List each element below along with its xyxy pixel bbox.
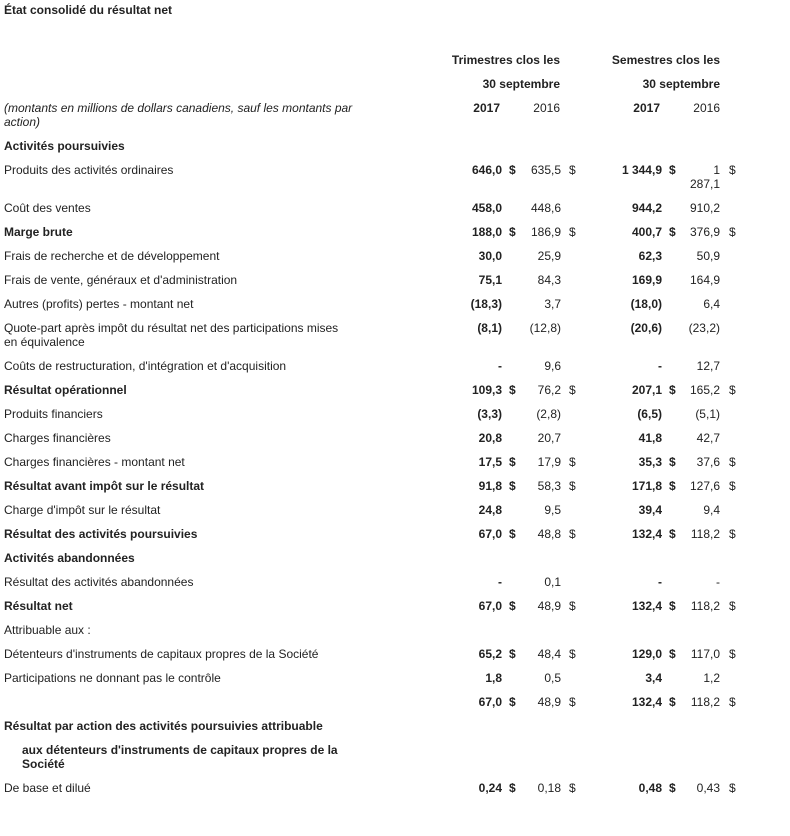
- cell-quarter-2016: 48,8: [537, 527, 561, 541]
- cell-half-2017: 944,2: [631, 201, 662, 215]
- currency-symbol: $: [729, 383, 736, 397]
- cell-quarter-2016: 48,9: [537, 599, 561, 613]
- currency-symbol: $: [669, 163, 676, 177]
- cell-half-2016: 127,6: [689, 479, 720, 493]
- currency-symbol: $: [669, 781, 676, 795]
- row-label: Autres (profits) pertes - montant net: [4, 297, 194, 311]
- cell-half-2016: 164,9: [689, 273, 720, 287]
- cell-quarter-2017: 67,0: [478, 695, 502, 709]
- currency-symbol: $: [669, 695, 676, 709]
- currency-symbol: $: [669, 527, 676, 541]
- row-label: Résultat des activités poursuivies: [4, 527, 198, 541]
- cell-quarter-2017: 188,0: [471, 225, 502, 239]
- cell-quarter-2016: 186,9: [530, 225, 561, 239]
- cell-quarter-2016: 0,1: [544, 575, 561, 589]
- row-label: De base et dilué: [4, 781, 91, 795]
- currency-symbol: $: [509, 163, 516, 177]
- currency-symbol: $: [509, 647, 516, 661]
- currency-symbol: $: [569, 695, 576, 709]
- cell-quarter-2017: 67,0: [478, 527, 502, 541]
- cell-quarter-2017: -: [498, 359, 502, 373]
- row-label: Résultat avant impôt sur le résultat: [4, 479, 205, 493]
- currency-symbol: $: [569, 383, 576, 397]
- cell-half-2016: 9,4: [703, 503, 720, 517]
- currency-symbol: $: [509, 479, 516, 493]
- header-quarter-line2: 30 septembre: [482, 77, 560, 91]
- cell-half-2016: 42,7: [696, 431, 720, 445]
- cell-half-2017: 132,4: [631, 599, 662, 613]
- cell-half-2016: 1,2: [703, 671, 720, 685]
- row-label: Participations ne donnant pas le contrôle: [4, 671, 221, 685]
- cell-quarter-2017: 17,5: [478, 455, 502, 469]
- cell-quarter-2017: -: [498, 575, 502, 589]
- cell-quarter-2017: 646,0: [471, 163, 502, 177]
- currency-symbol: $: [729, 695, 736, 709]
- cell-quarter-2017: 24,8: [478, 503, 502, 517]
- cell-quarter-2016: 76,2: [537, 383, 561, 397]
- cell-half-2017: 169,9: [631, 273, 662, 287]
- cell-quarter-2016: 58,3: [537, 479, 561, 493]
- currency-symbol: $: [569, 225, 576, 239]
- header-quarter-line1: Trimestres clos les: [451, 53, 560, 67]
- cell-half-2016: 118,2: [690, 695, 720, 709]
- cell-quarter-2016: 448,6: [530, 201, 561, 215]
- cell-quarter-2016: 0,5: [544, 671, 561, 685]
- cell-half-2017: 41,8: [638, 431, 662, 445]
- cell-quarter-2017: (3,3): [477, 407, 502, 421]
- cell-half-2017: -: [658, 359, 662, 373]
- currency-symbol: $: [729, 479, 736, 493]
- cell-half-2017: 35,3: [638, 455, 662, 469]
- row-label: Coûts de restructuration, d'intégration et d'acquisition: [4, 359, 287, 373]
- cell-quarter-2017: (8,1): [477, 321, 502, 335]
- row-label: Attribuable aux :: [4, 623, 91, 637]
- currency-symbol: $: [729, 455, 736, 469]
- header-half-line1: Semestres clos les: [611, 53, 720, 67]
- row-label: Quote-part après impôt du résultat net des participations mises en équivalence: [4, 321, 339, 349]
- cell-quarter-2016: 17,9: [537, 455, 561, 469]
- currency-symbol: $: [509, 599, 516, 613]
- cell-quarter-2017: 75,1: [478, 273, 502, 287]
- header-s-2016: 2016: [693, 101, 720, 115]
- row-label: Détenteurs d'instruments de capitaux propres de la Société: [4, 647, 319, 661]
- currency-symbol: $: [509, 527, 516, 541]
- cell-half-2016: 118,2: [690, 599, 720, 613]
- cell-half-2016: 1: [713, 163, 720, 177]
- cell-half-2016: 910,2: [689, 201, 720, 215]
- row-label: Résultat opérationnel: [4, 383, 127, 397]
- row-label: Charges financières - montant net: [4, 455, 185, 469]
- cell-half-2016: 12,7: [696, 359, 720, 373]
- cell-half-2017: 39,4: [638, 503, 662, 517]
- cell-half-2017: 400,7: [631, 225, 662, 239]
- currency-symbol: $: [569, 455, 576, 469]
- row-label: Résultat net: [4, 599, 73, 613]
- currency-symbol: $: [729, 527, 736, 541]
- cell-half-2016: 50,9: [696, 249, 720, 263]
- row-label: Coût des ventes: [4, 201, 91, 215]
- cell-quarter-2017: 65,2: [478, 647, 502, 661]
- cell-half-2017: 0,48: [638, 781, 662, 795]
- cell-half-2017: 62,3: [638, 249, 662, 263]
- cell-quarter-2017: 458,0: [471, 201, 502, 215]
- row-label: Frais de recherche et de développement: [4, 249, 220, 263]
- currency-symbol: $: [569, 163, 576, 177]
- cell-half-2017: 3,4: [645, 671, 662, 685]
- currency-symbol: $: [669, 599, 676, 613]
- currency-symbol: $: [569, 479, 576, 493]
- cell-quarter-2016: 84,3: [537, 273, 561, 287]
- currency-symbol: $: [509, 781, 516, 795]
- currency-symbol: $: [669, 647, 676, 661]
- row-label: Activités poursuivies: [4, 139, 125, 153]
- currency-symbol: $: [669, 455, 676, 469]
- cell-half-2016: 117,0: [690, 647, 720, 661]
- currency-symbol: $: [509, 225, 516, 239]
- currency-symbol: $: [509, 695, 516, 709]
- cell-quarter-2017: 91,8: [478, 479, 502, 493]
- row-label: Activités abandonnées: [4, 551, 135, 565]
- row-label: Charges financières: [4, 431, 111, 445]
- cell-half-2017: 132,4: [631, 695, 662, 709]
- cell-quarter-2016: 9,5: [544, 503, 561, 517]
- cell-quarter-2017: 0,24: [478, 781, 502, 795]
- cell-half-2016: 118,2: [690, 527, 720, 541]
- cell-half-2017: 207,1: [631, 383, 662, 397]
- currency-symbol: $: [729, 225, 736, 239]
- currency-symbol: $: [729, 599, 736, 613]
- cell-half-2016: 0,43: [696, 781, 720, 795]
- row-label: Résultat des activités abandonnées: [4, 575, 194, 589]
- cell-quarter-2016: 3,7: [544, 297, 561, 311]
- header-note: (montants en millions de dollars canadiens, sauf les montants par action): [4, 101, 353, 129]
- cell-half-2016-cont: 287,1: [689, 177, 720, 191]
- row-label: Frais de vente, généraux et d'administration: [4, 273, 238, 287]
- currency-symbol: $: [509, 383, 516, 397]
- currency-symbol: $: [569, 647, 576, 661]
- header-half-line2: 30 septembre: [642, 77, 720, 91]
- row-label: aux détenteurs d'instruments de capitaux propres de la Société: [22, 743, 338, 771]
- row-label: Résultat par action des activités poursuivies attribuable: [4, 719, 323, 733]
- cell-quarter-2017: 67,0: [478, 599, 502, 613]
- currency-symbol: $: [569, 781, 576, 795]
- cell-quarter-2017: 109,3: [471, 383, 502, 397]
- cell-quarter-2017: (18,3): [470, 297, 502, 311]
- cell-half-2017: (20,6): [630, 321, 662, 335]
- cell-quarter-2016: 25,9: [537, 249, 561, 263]
- cell-quarter-2016: 48,9: [537, 695, 561, 709]
- header-s-2017: 2017: [633, 101, 660, 115]
- cell-half-2017: (6,5): [637, 407, 662, 421]
- cell-quarter-2016: (2,8): [536, 407, 561, 421]
- currency-symbol: $: [669, 479, 676, 493]
- statement-title: État consolidé du résultat net: [4, 3, 173, 17]
- currency-symbol: $: [569, 599, 576, 613]
- cell-half-2016: 6,4: [703, 297, 720, 311]
- cell-half-2017: 171,8: [631, 479, 662, 493]
- cell-half-2017: -: [658, 575, 662, 589]
- currency-symbol: $: [729, 647, 736, 661]
- cell-quarter-2016: 48,4: [537, 647, 561, 661]
- currency-symbol: $: [569, 527, 576, 541]
- currency-symbol: $: [669, 225, 676, 239]
- cell-quarter-2016: 0,18: [537, 781, 561, 795]
- cell-quarter-2017: 20,8: [478, 431, 502, 445]
- cell-quarter-2017: 1,8: [485, 671, 502, 685]
- cell-half-2017: 132,4: [631, 527, 662, 541]
- cell-half-2017: 1 344,9: [621, 163, 662, 177]
- header-q-2017: 2017: [473, 101, 500, 115]
- cell-half-2016: 165,2: [689, 383, 720, 397]
- cell-half-2017: 129,0: [631, 647, 662, 661]
- cell-half-2017: (18,0): [630, 297, 662, 311]
- cell-half-2016: 376,9: [689, 225, 720, 239]
- row-label: Charge d'impôt sur le résultat: [4, 503, 161, 517]
- currency-symbol: $: [729, 163, 736, 177]
- cell-quarter-2016: 635,5: [530, 163, 561, 177]
- currency-symbol: $: [729, 781, 736, 795]
- cell-quarter-2016: (12,8): [529, 321, 561, 335]
- row-label: Produits des activités ordinaires: [4, 163, 174, 177]
- cell-half-2016: (23,2): [688, 321, 720, 335]
- currency-symbol: $: [509, 455, 516, 469]
- cell-half-2016: -: [716, 575, 720, 589]
- cell-quarter-2017: 30,0: [478, 249, 502, 263]
- row-label: Produits financiers: [4, 407, 103, 421]
- cell-quarter-2016: 20,7: [537, 431, 561, 445]
- cell-half-2016: (5,1): [695, 407, 720, 421]
- cell-half-2016: 37,6: [696, 455, 720, 469]
- row-label: Marge brute: [4, 225, 73, 239]
- header-q-2016: 2016: [533, 101, 560, 115]
- cell-quarter-2016: 9,6: [544, 359, 561, 373]
- currency-symbol: $: [669, 383, 676, 397]
